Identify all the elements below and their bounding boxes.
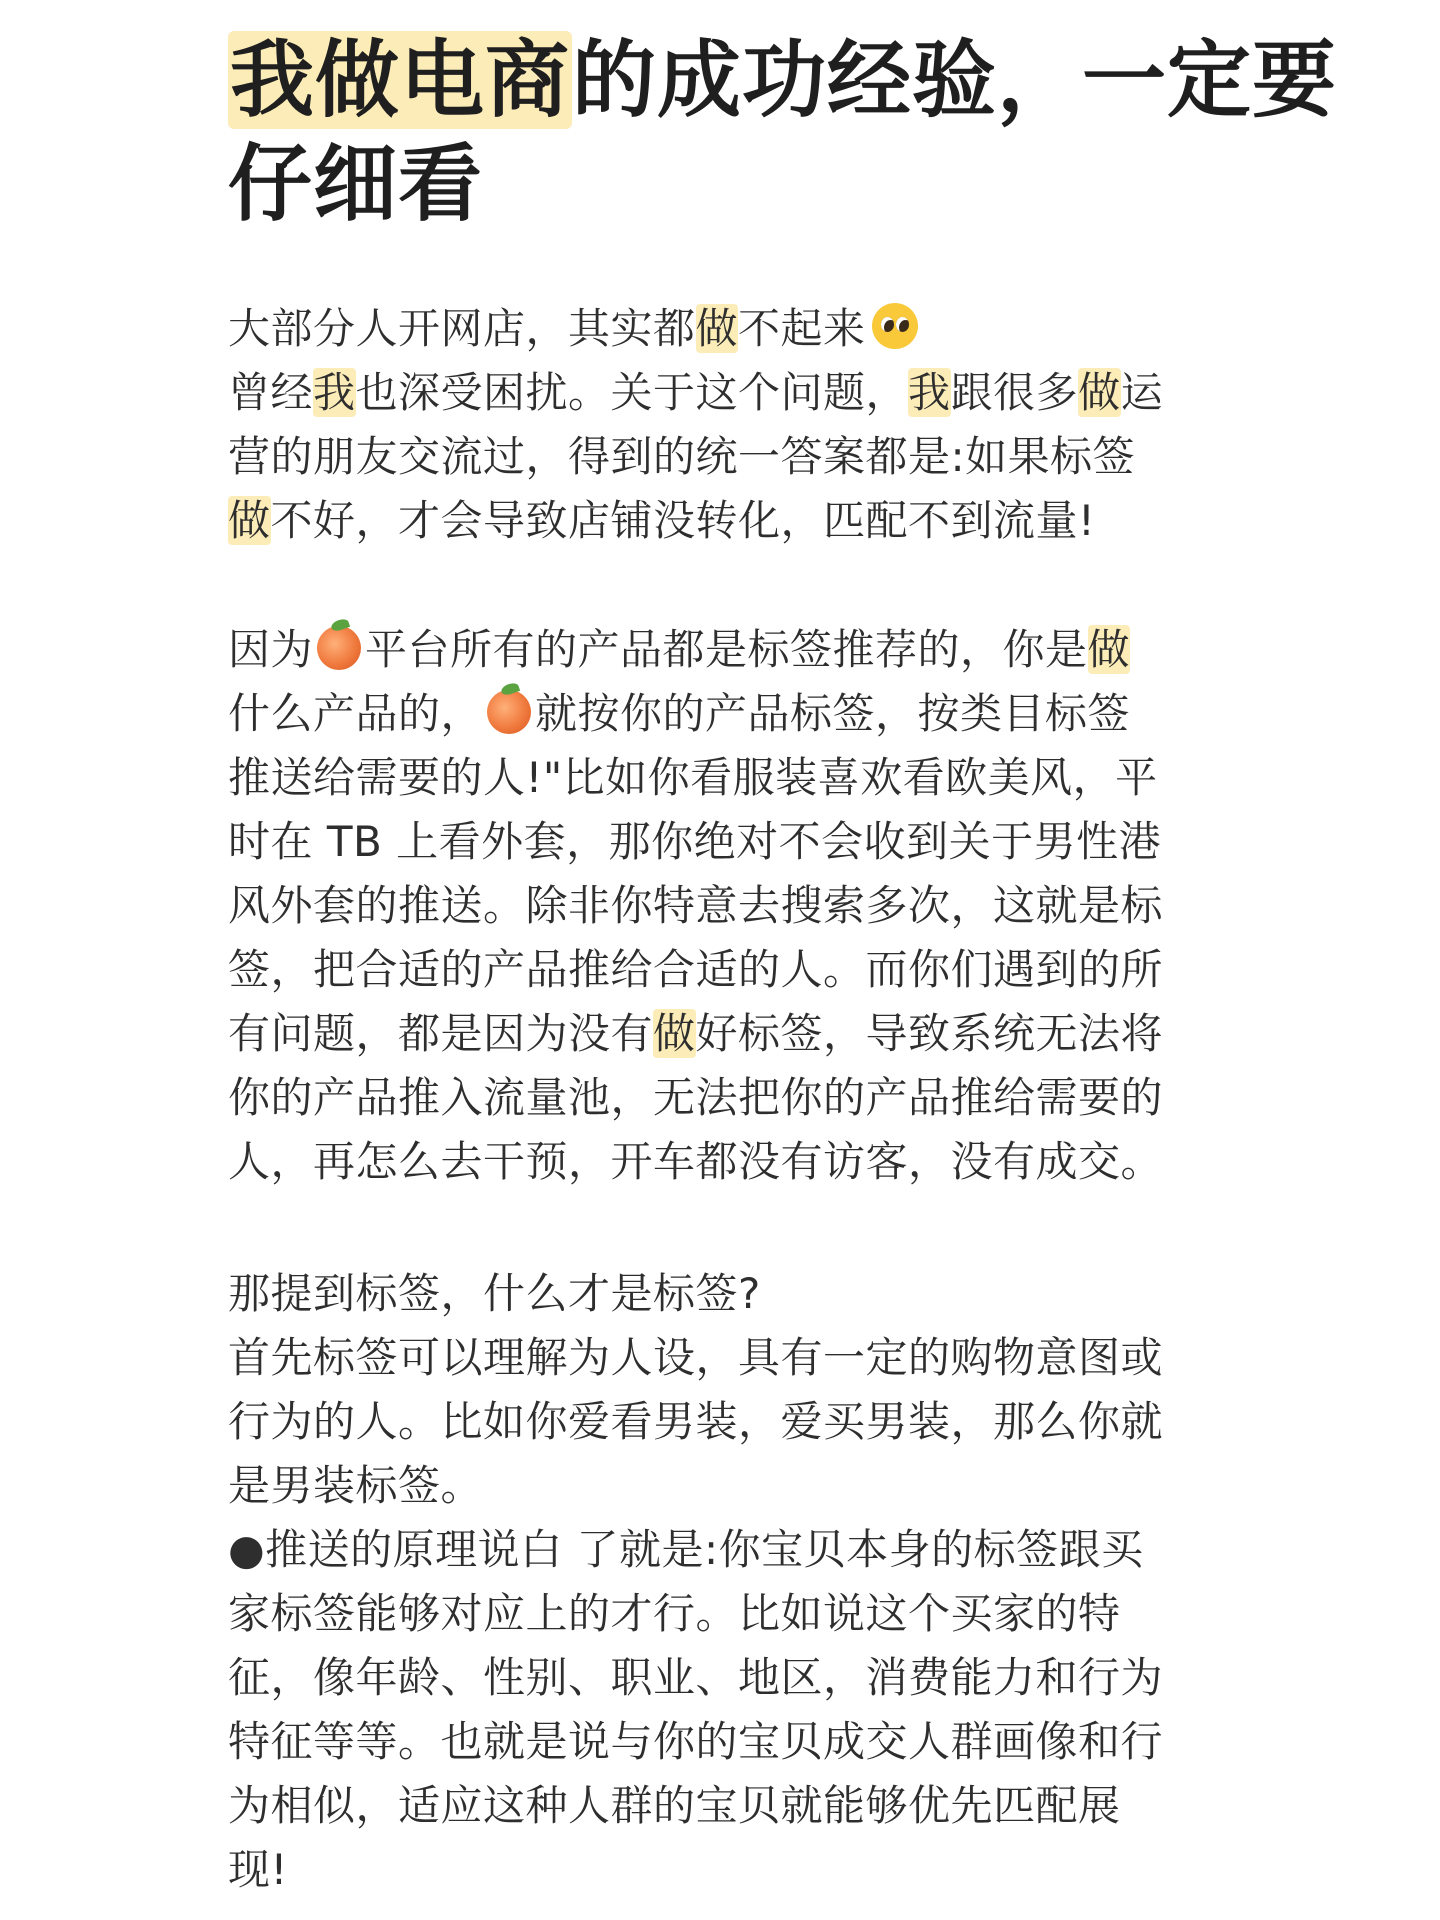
highlight-word: 做: [1078, 368, 1121, 417]
text-line: 推送给需要的人!"比如你看服装喜欢看欧美风，平: [228, 753, 1158, 802]
text-span: 曾经: [228, 368, 314, 417]
text-span: 不起来: [738, 304, 866, 353]
text-span: 有问题，都是因为没有: [228, 1009, 654, 1058]
text-span: 平台所有的产品都是标签推荐的，你是: [365, 625, 1088, 674]
text-line: 人，再怎么去干预，开车都没有访客，没有成交。: [228, 1137, 1164, 1186]
text-span: 好标签，导致系统无法将: [695, 1009, 1164, 1058]
text-line: 征，像年龄、性别、职业、地区，消费能力和行为: [228, 1653, 1164, 1702]
title-text: 的成功经验，一定要: [572, 31, 1338, 129]
text-line: 营的朋友交流过，得到的统一答案都是:如果标签: [228, 432, 1136, 481]
highlight-word: 做: [228, 496, 271, 545]
peach-icon: [487, 690, 531, 734]
title-line-1: [228, 28, 1338, 132]
highlight-word: 做: [695, 304, 739, 353]
highlight-word: 做: [1087, 625, 1131, 674]
text-line: [228, 361, 1228, 425]
title-highlight: 我做电商: [230, 31, 571, 129]
page-title: [228, 28, 1338, 236]
text-line: 为相似，适应这种人群的宝贝就能够优先匹配展: [228, 1781, 1121, 1830]
text-span: 就按你的产品标签，按类目标签: [535, 689, 1131, 738]
text-span: 运: [1120, 368, 1164, 417]
pleading-face-icon: [872, 303, 918, 349]
text-line: [228, 1002, 1228, 1066]
text-line: 你的产品推入流量池，无法把你的产品推给需要的: [228, 1073, 1164, 1122]
text-line: 时在 TB 上看外套，那你绝对不会收到关于男性港: [228, 817, 1162, 866]
text-span: 不好，才会导致店铺没转化，匹配不到流量!: [270, 496, 1096, 545]
text-line: [228, 682, 1228, 746]
text-line: 现!: [228, 1845, 288, 1894]
peach-icon: [317, 626, 361, 670]
text-line: [228, 489, 1228, 553]
text-line: 特征等等。也就是说与你的宝贝成交人群画像和行: [228, 1717, 1164, 1766]
text-span: 因为: [228, 625, 314, 674]
paragraph-what-is-tag: [228, 1262, 1228, 1902]
text-line: 那提到标签，什么才是标签?: [228, 1269, 761, 1318]
text-span: 什么产品的，: [228, 689, 484, 738]
highlight-word: 做: [653, 1009, 696, 1058]
text-line: ●推送的原理说白 了就是:你宝贝本身的标签跟买: [228, 1525, 1144, 1574]
title-line-2: 仔细看: [228, 135, 484, 233]
text-line: 首先标签可以理解为人设，具有一定的购物意图或: [228, 1333, 1164, 1382]
text-line: [228, 618, 1228, 682]
text-line: [228, 297, 1228, 361]
text-line: 行为的人。比如你爱看男装，爱买男装，那么你就: [228, 1397, 1164, 1446]
text-line: 签，把合适的产品推给合适的人。而你们遇到的所: [228, 945, 1164, 994]
text-span: 大部分人开网店，其实都: [228, 304, 696, 353]
highlight-word: 我: [313, 368, 356, 417]
paragraph-intro: [228, 297, 1228, 553]
text-span: 也深受困扰。关于这个问题，: [355, 368, 909, 417]
text-span: 跟很多: [950, 368, 1079, 417]
highlight-word: 我: [908, 368, 951, 417]
text-line: 是男装标签。: [228, 1461, 484, 1510]
paragraph-tags-explained: [228, 618, 1228, 1194]
text-line: 家标签能够对应上的才行。比如说这个买家的特: [228, 1589, 1121, 1638]
text-line: 风外套的推送。除非你特意去搜索多次，这就是标: [228, 881, 1164, 930]
